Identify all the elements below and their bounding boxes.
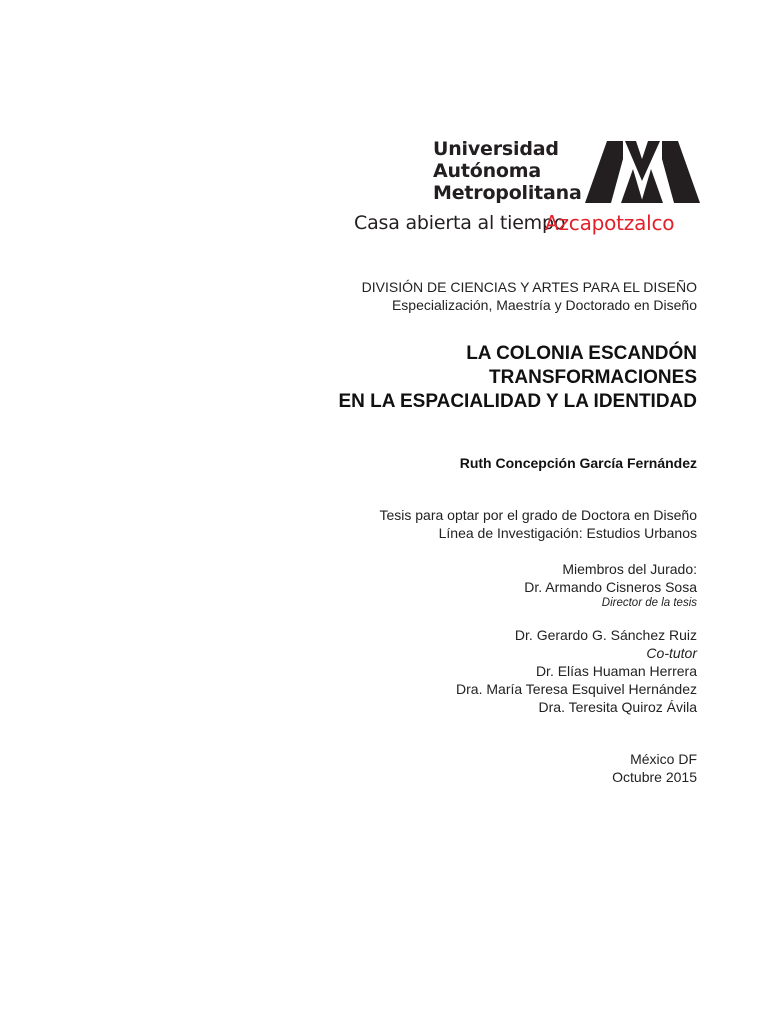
university-name-line-1: Universidad <box>433 138 559 160</box>
university-name <box>433 138 582 204</box>
jury-member: Dra. Teresita Quiroz Ávila <box>538 699 697 715</box>
jury-member: Dra. María Teresa Esquivel Hernández <box>456 681 697 697</box>
campus-name: Azcapotzalco <box>545 211 675 235</box>
director-name: Dr. Armando Cisneros Sosa <box>524 579 697 595</box>
thesis-title-line-1: LA COLONIA ESCANDÓN <box>466 343 697 364</box>
cotutor-role: Co-tutor <box>646 645 697 661</box>
jury-block <box>524 560 697 610</box>
research-line: Línea de Investigación: Estudios Urbanos <box>438 525 697 541</box>
jury-heading: Miembros del Jurado: <box>562 561 697 577</box>
division-name: DIVISIÓN DE CIENCIAS Y ARTES PARA EL DISEÑO <box>361 279 697 295</box>
place: México DF <box>630 751 697 767</box>
university-logo <box>340 138 720 238</box>
university-name-line-2: Autónoma <box>433 160 541 182</box>
place-date-block <box>612 750 697 786</box>
degree-statement: Tesis para optar por el grado de Doctora en Diseño <box>379 507 697 523</box>
director-role: Director de la tesis <box>601 597 697 609</box>
cotutor-name: Dr. Gerardo G. Sánchez Ruiz <box>514 627 697 643</box>
uam-emblem-icon <box>585 141 700 203</box>
university-name-line-3: Metropolitana <box>433 182 582 204</box>
thesis-title-line-2: TRANSFORMACIONES <box>489 367 697 388</box>
thesis-title <box>338 342 697 414</box>
thesis-title-line-3: EN LA ESPACIALIDAD Y LA IDENTIDAD <box>338 391 697 412</box>
division-block <box>362 278 697 314</box>
program-name: Especialización, Maestría y Doctorado en Diseño <box>391 297 697 313</box>
date: Octubre 2015 <box>612 769 697 785</box>
university-motto: Casa abierta al tiempo <box>354 212 566 234</box>
author-name: Ruth Concepción García Fernández <box>459 455 697 471</box>
jury-member: Dr. Elías Huaman Herrera <box>535 663 697 679</box>
thesis-description <box>379 506 697 542</box>
jury-members <box>456 626 697 716</box>
